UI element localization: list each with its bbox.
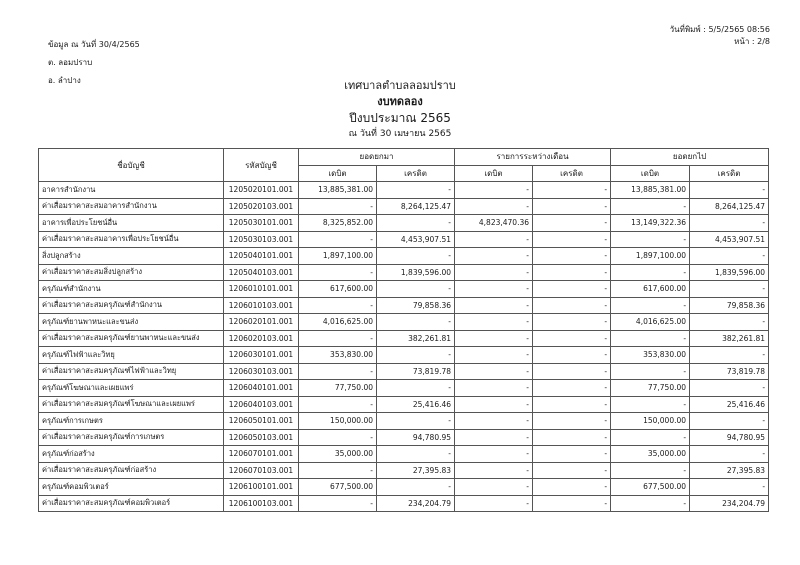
cf-debit-cell: - [611, 363, 690, 380]
cf-credit-cell: - [690, 248, 769, 265]
cf-credit-cell: 4,453,907.51 [690, 231, 769, 248]
cf-debit-cell: 677,500.00 [611, 479, 690, 496]
cf-credit-cell: - [690, 281, 769, 298]
table-row [39, 182, 769, 199]
org-name: เทศบาลตำบลลอมปราบ [344, 79, 456, 92]
bf-credit-cell: - [377, 281, 455, 298]
cf-debit-cell: 617,600.00 [611, 281, 690, 298]
table-row [39, 264, 769, 281]
cf-debit-cell: 150,000.00 [611, 413, 690, 430]
table-row [39, 446, 769, 463]
table-row [39, 380, 769, 397]
period-debit-cell: - [455, 347, 533, 364]
cf-credit-cell: 8,264,125.47 [690, 198, 769, 215]
cf-debit-cell: - [611, 264, 690, 281]
bf-debit-cell: 150,000.00 [299, 413, 377, 430]
cf-debit-cell: - [611, 297, 690, 314]
subdistrict: ต. ลอมปราบ [48, 58, 93, 67]
account-name-cell: ค่าเสื่อมราคาสะสมครุภัณฑ์ไฟฟ้าและวิทยุ [39, 363, 224, 380]
period-credit-cell: - [533, 264, 611, 281]
bf-credit-cell: 4,453,907.51 [377, 231, 455, 248]
period-debit-cell: - [455, 182, 533, 199]
table-row [39, 347, 769, 364]
period-credit-cell: - [533, 215, 611, 232]
cf-credit-cell: 73,819.78 [690, 363, 769, 380]
cf-debit-cell: - [611, 462, 690, 479]
cf-credit-cell: 25,416.46 [690, 396, 769, 413]
account-name-cell: ค่าเสื่อมราคาสะสมครุภัณฑ์การเกษตร [39, 429, 224, 446]
bf-credit-cell: 79,858.36 [377, 297, 455, 314]
period-credit-cell: - [533, 413, 611, 430]
table-row [39, 396, 769, 413]
col-brought-forward: ยอดยกมา [299, 149, 455, 166]
bf-credit-cell: - [377, 347, 455, 364]
col-cf-credit: เครดิต [690, 165, 769, 182]
period-credit-cell: - [533, 297, 611, 314]
account-code-cell: 1206020101.001 [224, 314, 299, 331]
account-code-cell: 1206050101.001 [224, 413, 299, 430]
bf-debit-cell: - [299, 264, 377, 281]
account-name-cell: ครุภัณฑ์คอมพิวเตอร์ [39, 479, 224, 496]
data-date: ข้อมูล ณ วันที่ 30/4/2565 [48, 40, 140, 49]
bf-credit-cell: - [377, 413, 455, 430]
period-debit-cell: - [455, 479, 533, 496]
period-credit-cell: - [533, 314, 611, 331]
trial-balance-table [38, 148, 769, 512]
bf-debit-cell: - [299, 462, 377, 479]
table-row [39, 429, 769, 446]
period-credit-cell: - [533, 479, 611, 496]
cf-debit-cell: - [611, 198, 690, 215]
table-header-row-1 [39, 149, 769, 166]
table-row [39, 215, 769, 232]
col-account-name: ชื่อบัญชี [39, 149, 224, 182]
table-row [39, 231, 769, 248]
period-debit-cell: - [455, 314, 533, 331]
cf-debit-cell: 1,897,100.00 [611, 248, 690, 265]
period-credit-cell: - [533, 248, 611, 265]
bf-debit-cell: 617,600.00 [299, 281, 377, 298]
bf-credit-cell: - [377, 479, 455, 496]
bf-credit-cell: 27,395.83 [377, 462, 455, 479]
table-row [39, 495, 769, 512]
table-body [39, 182, 769, 512]
cf-debit-cell: 4,016,625.00 [611, 314, 690, 331]
cf-credit-cell: 79,858.36 [690, 297, 769, 314]
account-code-cell: 1206050103.001 [224, 429, 299, 446]
table-row [39, 281, 769, 298]
period-debit-cell: - [455, 396, 533, 413]
bf-credit-cell: - [377, 446, 455, 463]
district: อ. ลำปาง [48, 76, 81, 85]
period-credit-cell: - [533, 182, 611, 199]
account-name-cell: ครุภัณฑ์การเกษตร [39, 413, 224, 430]
cf-credit-cell: - [690, 215, 769, 232]
period-debit-cell: - [455, 264, 533, 281]
account-code-cell: 1206100101.001 [224, 479, 299, 496]
period-credit-cell: - [533, 446, 611, 463]
period-debit-cell: - [455, 231, 533, 248]
account-name-cell: ครุภัณฑ์ยานพาหนะและขนส่ง [39, 314, 224, 331]
period-debit-cell: - [455, 330, 533, 347]
account-name-cell: ค่าเสื่อมราคาสะสมสิ่งปลูกสร้าง [39, 264, 224, 281]
account-code-cell: 1206070103.001 [224, 462, 299, 479]
period-credit-cell: - [533, 330, 611, 347]
table-row [39, 363, 769, 380]
cf-debit-cell: 353,830.00 [611, 347, 690, 364]
table-row [39, 248, 769, 265]
cf-debit-cell: - [611, 231, 690, 248]
account-code-cell: 1205030101.001 [224, 215, 299, 232]
table-row [39, 198, 769, 215]
account-name-cell: อาคารสำนักงาน [39, 182, 224, 199]
bf-debit-cell: 677,500.00 [299, 479, 377, 496]
account-code-cell: 1206040103.001 [224, 396, 299, 413]
account-code-cell: 1205040103.001 [224, 264, 299, 281]
col-p-debit: เดบิต [455, 165, 533, 182]
account-name-cell: ค่าเสื่อมราคาสะสมอาคารเพื่อประโยชน์อื่น [39, 231, 224, 248]
account-name-cell: สิ่งปลูกสร้าง [39, 248, 224, 265]
period-debit-cell: - [455, 198, 533, 215]
period-debit-cell: - [455, 462, 533, 479]
header-left [48, 36, 140, 90]
period-credit-cell: - [533, 347, 611, 364]
period-credit-cell: - [533, 495, 611, 512]
cf-debit-cell: 13,885,381.00 [611, 182, 690, 199]
bf-debit-cell: - [299, 429, 377, 446]
cf-debit-cell: 77,750.00 [611, 380, 690, 397]
period-credit-cell: - [533, 380, 611, 397]
period-debit-cell: - [455, 495, 533, 512]
cf-credit-cell: - [690, 380, 769, 397]
bf-credit-cell: 73,819.78 [377, 363, 455, 380]
period-debit-cell: - [455, 429, 533, 446]
page-number: หน้า : 2/8 [734, 37, 770, 46]
bf-credit-cell: - [377, 380, 455, 397]
cf-debit-cell: - [611, 429, 690, 446]
bf-debit-cell: 4,016,625.00 [299, 314, 377, 331]
account-code-cell: 1206040101.001 [224, 380, 299, 397]
cf-credit-cell: 27,395.83 [690, 462, 769, 479]
account-name-cell: ค่าเสื่อมราคาสะสมครุภัณฑ์สำนักงาน [39, 297, 224, 314]
bf-credit-cell: - [377, 215, 455, 232]
period-credit-cell: - [533, 363, 611, 380]
account-code-cell: 1205020101.001 [224, 182, 299, 199]
account-code-cell: 1206100103.001 [224, 495, 299, 512]
period-credit-cell: - [533, 198, 611, 215]
table-row [39, 314, 769, 331]
account-name-cell: ครุภัณฑ์สำนักงาน [39, 281, 224, 298]
table-row [39, 297, 769, 314]
period-debit-cell: - [455, 281, 533, 298]
bf-credit-cell: 382,261.81 [377, 330, 455, 347]
bf-debit-cell: - [299, 198, 377, 215]
as-of-date: ณ วันที่ 30 เมษายน 2565 [348, 129, 452, 139]
bf-debit-cell: - [299, 297, 377, 314]
fiscal-year: ปีงบประมาณ 2565 [349, 111, 451, 125]
account-code-cell: 1206010101.001 [224, 281, 299, 298]
bf-debit-cell: - [299, 495, 377, 512]
account-name-cell: ครุภัณฑ์ไฟฟ้าและวิทยุ [39, 347, 224, 364]
bf-debit-cell: - [299, 330, 377, 347]
account-name-cell: ค่าเสื่อมราคาสะสมครุภัณฑ์ก่อสร้าง [39, 462, 224, 479]
period-debit-cell: - [455, 413, 533, 430]
account-code-cell: 1205030103.001 [224, 231, 299, 248]
bf-debit-cell: 77,750.00 [299, 380, 377, 397]
bf-credit-cell: - [377, 182, 455, 199]
bf-debit-cell: - [299, 363, 377, 380]
col-account-code: รหัสบัญชี [224, 149, 299, 182]
cf-credit-cell: 94,780.95 [690, 429, 769, 446]
account-name-cell: ค่าเสื่อมราคาสะสมครุภัณฑ์ยานพาหนะและขนส่ง [39, 330, 224, 347]
header-right [670, 24, 770, 48]
account-code-cell: 1205020103.001 [224, 198, 299, 215]
col-carried-forward: ยอดยกไป [611, 149, 769, 166]
account-name-cell: อาคารเพื่อประโยชน์อื่น [39, 215, 224, 232]
cf-credit-cell: - [690, 413, 769, 430]
bf-credit-cell: 25,416.46 [377, 396, 455, 413]
bf-debit-cell: 1,897,100.00 [299, 248, 377, 265]
bf-credit-cell: 94,780.95 [377, 429, 455, 446]
table-row [39, 462, 769, 479]
account-code-cell: 1205040101.001 [224, 248, 299, 265]
cf-credit-cell: - [690, 314, 769, 331]
cf-credit-cell: 1,839,596.00 [690, 264, 769, 281]
period-debit-cell: 4,823,470.36 [455, 215, 533, 232]
period-credit-cell: - [533, 281, 611, 298]
bf-credit-cell: 8,264,125.47 [377, 198, 455, 215]
period-debit-cell: - [455, 248, 533, 265]
table-row [39, 479, 769, 496]
account-code-cell: 1206010103.001 [224, 297, 299, 314]
bf-debit-cell: 13,885,381.00 [299, 182, 377, 199]
cf-debit-cell: - [611, 330, 690, 347]
bf-debit-cell: 35,000.00 [299, 446, 377, 463]
account-name-cell: ค่าเสื่อมราคาสะสมครุภัณฑ์โฆษณาและเผยแพร่ [39, 396, 224, 413]
print-date: วันที่พิมพ์ : 5/5/2565 08:56 [669, 25, 770, 34]
account-code-cell: 1206030101.001 [224, 347, 299, 364]
account-name-cell: ค่าเสื่อมราคาสะสมครุภัณฑ์คอมพิวเตอร์ [39, 495, 224, 512]
cf-debit-cell: - [611, 495, 690, 512]
report-titles [300, 78, 500, 142]
cf-credit-cell: 234,204.79 [690, 495, 769, 512]
account-code-cell: 1206020103.001 [224, 330, 299, 347]
cf-credit-cell: 382,261.81 [690, 330, 769, 347]
cf-credit-cell: - [690, 347, 769, 364]
table-row [39, 413, 769, 430]
period-debit-cell: - [455, 363, 533, 380]
bf-credit-cell: - [377, 314, 455, 331]
account-name-cell: ครุภัณฑ์ก่อสร้าง [39, 446, 224, 463]
cf-credit-cell: - [690, 479, 769, 496]
col-bf-debit: เดบิต [299, 165, 377, 182]
cf-credit-cell: - [690, 182, 769, 199]
account-name-cell: ครุภัณฑ์โฆษณาและเผยแพร่ [39, 380, 224, 397]
col-bf-credit: เครดิต [377, 165, 455, 182]
account-code-cell: 1206030103.001 [224, 363, 299, 380]
cf-credit-cell: - [690, 446, 769, 463]
account-code-cell: 1206070101.001 [224, 446, 299, 463]
bf-debit-cell: 353,830.00 [299, 347, 377, 364]
period-debit-cell: - [455, 446, 533, 463]
cf-debit-cell: - [611, 396, 690, 413]
bf-credit-cell: 1,839,596.00 [377, 264, 455, 281]
bf-debit-cell: - [299, 231, 377, 248]
bf-debit-cell: 8,325,852.00 [299, 215, 377, 232]
table-row [39, 330, 769, 347]
cf-debit-cell: 35,000.00 [611, 446, 690, 463]
period-credit-cell: - [533, 462, 611, 479]
cf-debit-cell: 13,149,322.36 [611, 215, 690, 232]
period-credit-cell: - [533, 429, 611, 446]
bf-credit-cell: 234,204.79 [377, 495, 455, 512]
account-name-cell: ค่าเสื่อมราคาสะสมอาคารสำนักงาน [39, 198, 224, 215]
report-title: งบทดลอง [377, 95, 423, 108]
col-period: รายการระหว่างเดือน [455, 149, 611, 166]
period-credit-cell: - [533, 231, 611, 248]
bf-credit-cell: - [377, 248, 455, 265]
period-credit-cell: - [533, 396, 611, 413]
col-p-credit: เครดิต [533, 165, 611, 182]
bf-debit-cell: - [299, 396, 377, 413]
period-debit-cell: - [455, 297, 533, 314]
period-debit-cell: - [455, 380, 533, 397]
col-cf-debit: เดบิต [611, 165, 690, 182]
